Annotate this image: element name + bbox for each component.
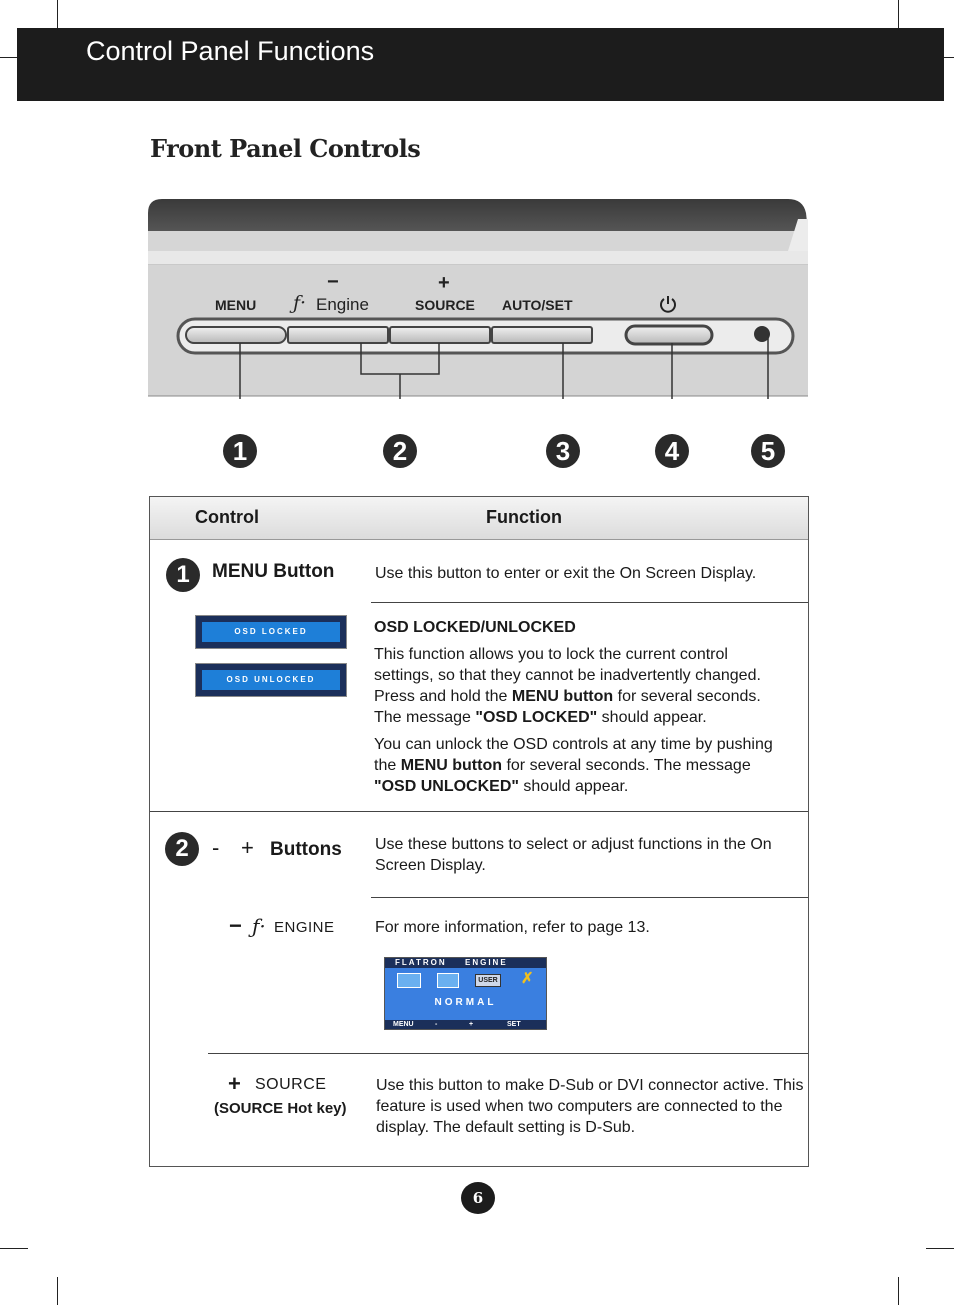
osd-unlocked-text: OSD UNLOCKED <box>202 670 340 690</box>
close-icon: ✗ <box>521 970 534 987</box>
source-label: SOURCE <box>255 1076 327 1093</box>
plus-minus-description: Use these buttons to select or adjust functions in the On Screen Display. <box>375 836 772 874</box>
text-span: for several seconds. The message <box>502 757 751 774</box>
plus-symbol: + <box>241 835 254 860</box>
menu-set: SET <box>507 1021 521 1028</box>
text-span: should appear. <box>597 709 707 726</box>
row-divider <box>371 602 808 603</box>
column-header-control: Control <box>195 507 259 527</box>
bold-span: MENU button <box>511 688 614 705</box>
osd-lock-paragraph-2 <box>374 734 784 797</box>
section-title: Front Panel Controls <box>150 134 421 163</box>
menu-minus: - <box>435 1021 438 1028</box>
row-divider <box>371 897 808 898</box>
crop-mark <box>57 0 58 28</box>
text-span: You can unlock the OSD controls at any time by pushing the <box>374 736 773 774</box>
text-span: This function allows you to lock the current control settings, so that they cannot be inadvertently changed. Press and hold the <box>374 646 761 705</box>
text-span: for several seconds. The message <box>374 688 761 726</box>
crop-mark <box>0 57 17 58</box>
crop-mark <box>898 0 899 28</box>
buttons-label: Buttons <box>270 839 342 860</box>
control-function-table <box>149 496 809 1167</box>
page-number: 6 <box>461 1182 495 1214</box>
bold-span: "OSD LOCKED" <box>475 709 598 726</box>
text-span: should appear. <box>518 778 629 795</box>
row-number-2: 2 <box>165 832 199 866</box>
menu-mode: NORMAL <box>434 997 497 1008</box>
bold-span: MENU button <box>400 757 502 774</box>
source-panel-label: SOURCE <box>415 297 475 313</box>
callout-3: 3 <box>546 434 580 468</box>
f-engine-logo-icon: ƒ· <box>252 914 266 938</box>
menu-plus: + <box>469 1021 474 1028</box>
menu-button-label: MENU Button <box>212 561 335 582</box>
osd-lock-paragraph-1 <box>374 644 784 728</box>
osd-unlocked-screenshot <box>195 663 347 697</box>
engine-minus-symbol: − <box>229 913 242 938</box>
bold-span: "OSD UNLOCKED" <box>374 778 519 795</box>
grid-mode-icon <box>437 973 459 988</box>
menu-user: USER <box>475 974 501 987</box>
crop-mark <box>0 1248 28 1249</box>
source-description: Use this button to make D-Sub or DVI connector active. This feature is used when two computers are connected to the display. The default setting is D-Sub. <box>376 1077 804 1136</box>
menu-engine: ENGINE <box>465 958 508 967</box>
engine-description: For more information, refer to page 13. <box>375 919 650 936</box>
page-header-title: Control Panel Functions <box>86 36 375 66</box>
minus-symbol: - <box>212 835 220 860</box>
row-number-1: 1 <box>166 558 200 592</box>
callout-1: 1 <box>223 434 257 468</box>
minus-panel-symbol: − <box>327 271 339 293</box>
menu-menu: MENU <box>393 1021 414 1028</box>
power-icon <box>659 295 677 313</box>
menu-brand: FLATRON <box>395 958 447 967</box>
f-engine-logo-icon: ƒ· <box>293 292 307 314</box>
table-header <box>150 497 808 540</box>
autoset-panel-label: AUTO/SET <box>502 297 573 313</box>
callout-5: 5 <box>751 434 785 468</box>
menu-button-description: Use this button to enter or exit the On Screen Display. <box>375 565 757 582</box>
row-divider <box>150 811 808 812</box>
engine-label: ENGINE <box>274 919 335 936</box>
callout-2: 2 <box>383 434 417 468</box>
crop-mark <box>57 1277 58 1305</box>
crop-mark <box>898 1277 899 1305</box>
row-divider <box>208 1053 808 1054</box>
callout-4: 4 <box>655 434 689 468</box>
source-hotkey-label: (SOURCE Hot key) <box>214 1100 347 1117</box>
monitor-panel-illustration <box>148 199 808 399</box>
engine-panel-label: Engine <box>316 295 369 314</box>
osd-lock-title: OSD LOCKED/UNLOCKED <box>374 619 576 636</box>
osd-locked-screenshot <box>195 615 347 649</box>
osd-locked-text: OSD LOCKED <box>202 622 340 642</box>
menu-panel-label: MENU <box>215 297 257 313</box>
f-engine-menu-screenshot <box>384 957 547 1030</box>
plus-panel-symbol: + <box>438 272 450 294</box>
source-plus-symbol: + <box>228 1071 241 1096</box>
monitor-mode-icon <box>397 973 421 988</box>
crop-mark <box>926 1248 954 1249</box>
column-header-function: Function <box>486 507 562 527</box>
